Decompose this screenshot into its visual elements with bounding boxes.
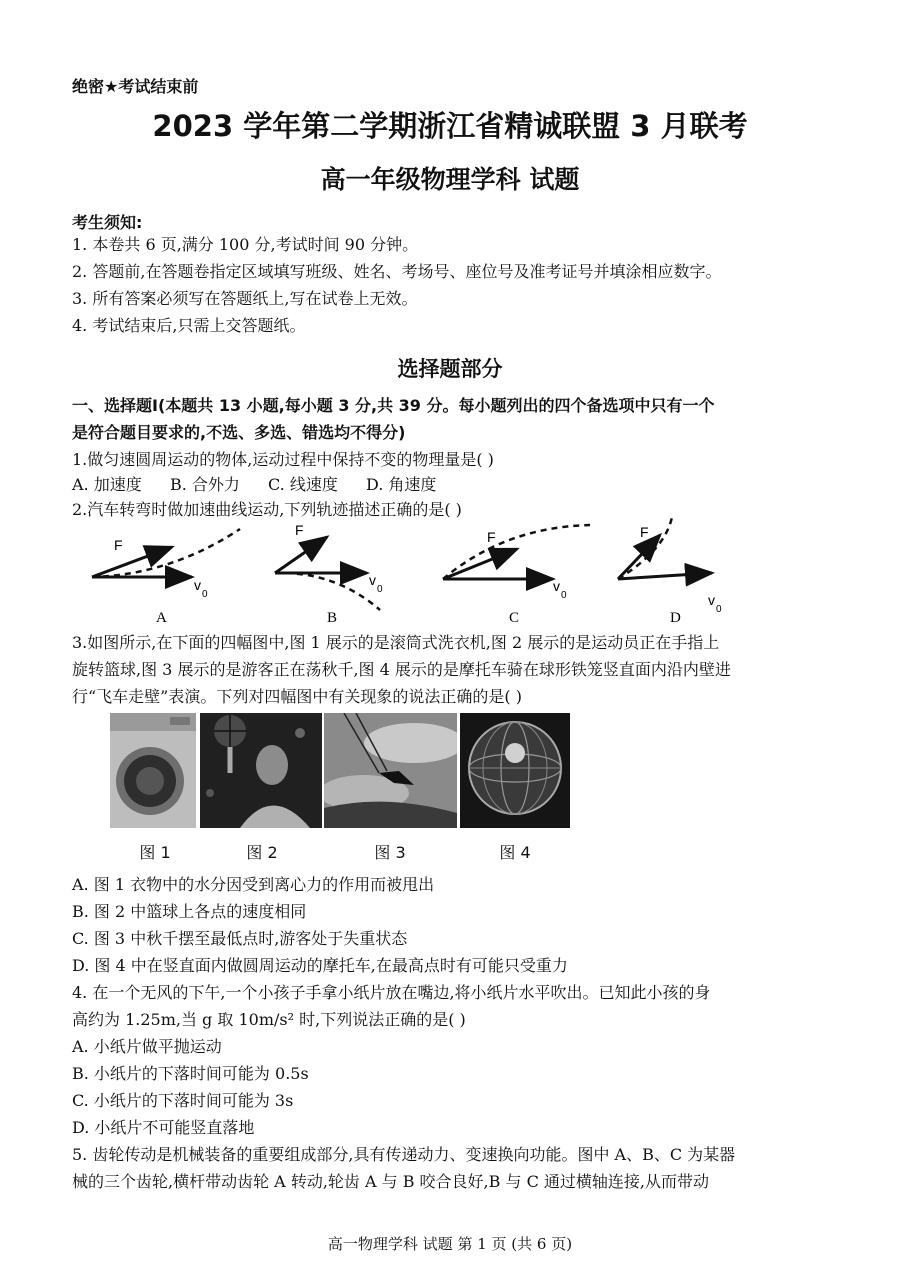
q3-option-c: C. 图 3 中秋千摆至最低点时,游客处于失重状态 [72, 929, 408, 948]
q2-diagram-a [80, 515, 260, 625]
washing-machine-photo [110, 713, 196, 828]
diagram-label: A [156, 610, 167, 625]
q2-diagram-c [435, 515, 605, 625]
q1-option-b: B. 合外力 [170, 475, 240, 494]
figure-caption-1: 图 1 [139, 843, 171, 862]
figure-caption-3: 图 3 [374, 843, 406, 862]
diagram-label: B [327, 610, 338, 625]
q4-option-d: D. 小纸片不可能竖直落地 [72, 1118, 255, 1137]
q1-options [72, 475, 436, 495]
diagram-label: D [670, 610, 681, 625]
swing-photo [324, 713, 457, 828]
q2-diagram-b [265, 515, 435, 625]
confidential-label: 绝密★考试结束前 [72, 77, 199, 96]
force-arrow [92, 547, 172, 577]
force-label: F [295, 522, 304, 538]
q3-stem-line3: 行“飞车走壁”表演。下列对四幅图中有关现象的说法正确的是( ) [72, 687, 522, 706]
q4-stem-line1: 4. 在一个无风的下午,一个小孩子手拿小纸片放在嘴边,将小纸片水平吹出。已知此小孩的身 [72, 983, 711, 1002]
q3-option-a: A. 图 1 衣物中的水分因受到离心力的作用而被甩出 [72, 875, 435, 894]
q1-stem: 1.做匀速圆周运动的物体,运动过程中保持不变的物理量是( ) [72, 450, 494, 469]
q5-stem-line1: 5. 齿轮传动是机械装备的重要组成部分,具有传递动力、变速换向功能。图中 A、B、C 为某器 [72, 1145, 736, 1164]
q4-option-a: A. 小纸片做平抛运动 [72, 1037, 222, 1056]
q1-option-c: C. 线速度 [268, 475, 338, 494]
velocity-label: v [553, 578, 560, 594]
notice-item: 4. 考试结束后,只需上交答题纸。 [72, 316, 306, 335]
force-label: F [640, 524, 649, 540]
exam-title: 2023 学年第二学期浙江省精诚联盟 3 月联考 [152, 109, 748, 143]
exam-subtitle: 高一年级物理学科 试题 [320, 165, 580, 194]
q3-stem-line1: 3.如图所示,在下面的四幅图中,图 1 展示的是滚筒式洗衣机,图 2 展示的是运动员正在手指上 [72, 633, 720, 652]
velocity-label: v [369, 572, 376, 588]
q1-option-a: A. 加速度 [72, 475, 142, 494]
notice-item: 1. 本卷共 6 页,满分 100 分,考试时间 90 分钟。 [72, 235, 419, 254]
velocity-subscript: 0 [716, 604, 722, 615]
velocity-subscript: 0 [202, 589, 208, 600]
velocity-arrow [618, 573, 712, 579]
q3-option-d: D. 图 4 中在竖直面内做圆周运动的摩托车,在最高点时有可能只受重力 [72, 956, 568, 975]
part1-heading-line1: 一、选择题Ⅰ(本题共 13 小题,每小题 3 分,共 39 分。每小题列出的四个备选项中只有一个 [72, 396, 715, 415]
part1-heading-line2: 是符合题目要求的,不选、多选、错选均不得分) [72, 423, 406, 442]
figure-caption-4: 图 4 [499, 843, 531, 862]
q4-stem-line2: 高约为 1.25m,当 g 取 10m/s² 时,下列说法正确的是( ) [72, 1010, 466, 1029]
notice-heading: 考生须知: [72, 213, 143, 232]
trajectory [275, 573, 380, 610]
velocity-subscript: 0 [561, 590, 567, 601]
velocity-label: v [194, 577, 201, 593]
q5-stem-line2: 械的三个齿轮,横杆带动齿轮 A 转动,轮齿 A 与 B 咬合良好,B 与 C 通过横轴连接,从而带动 [72, 1172, 709, 1191]
motorcycle-globe-photo [460, 713, 570, 828]
q2-stem: 2.汽车转弯时做加速曲线运动,下列轨迹描述正确的是( ) [72, 500, 462, 519]
notice-item: 3. 所有答案必须写在答题纸上,写在试卷上无效。 [72, 289, 418, 308]
diagram-label: C [509, 610, 520, 625]
velocity-subscript: 0 [377, 584, 383, 595]
q3-option-b: B. 图 2 中篮球上各点的速度相同 [72, 902, 307, 921]
q4-option-c: C. 小纸片的下落时间可能为 3s [72, 1091, 294, 1110]
force-label: F [114, 537, 123, 553]
figure-caption-2: 图 2 [246, 843, 278, 862]
force-arrow [618, 535, 660, 579]
section-title: 选择题部分 [397, 357, 503, 381]
q2-diagram-d [610, 515, 750, 625]
velocity-label: v [708, 592, 715, 608]
force-arrow [275, 537, 327, 573]
page-footer: 高一物理学科 试题 第 1 页 (共 6 页) [327, 1235, 573, 1253]
q4-option-b: B. 小纸片的下落时间可能为 0.5s [72, 1064, 309, 1083]
force-label: F [487, 529, 496, 545]
q1-option-d: D. 角速度 [366, 475, 437, 494]
q3-stem-line2: 旋转篮球,图 3 展示的是游客正在荡秋千,图 4 展示的是摩托车骑在球形铁笼竖直面内沿内壁进 [72, 660, 731, 679]
notice-item: 2. 答题前,在答题卷指定区域填写班级、姓名、考场号、座位号及准考证号并填涂相应数字。 [72, 262, 722, 281]
basketball-player-photo [200, 713, 322, 828]
